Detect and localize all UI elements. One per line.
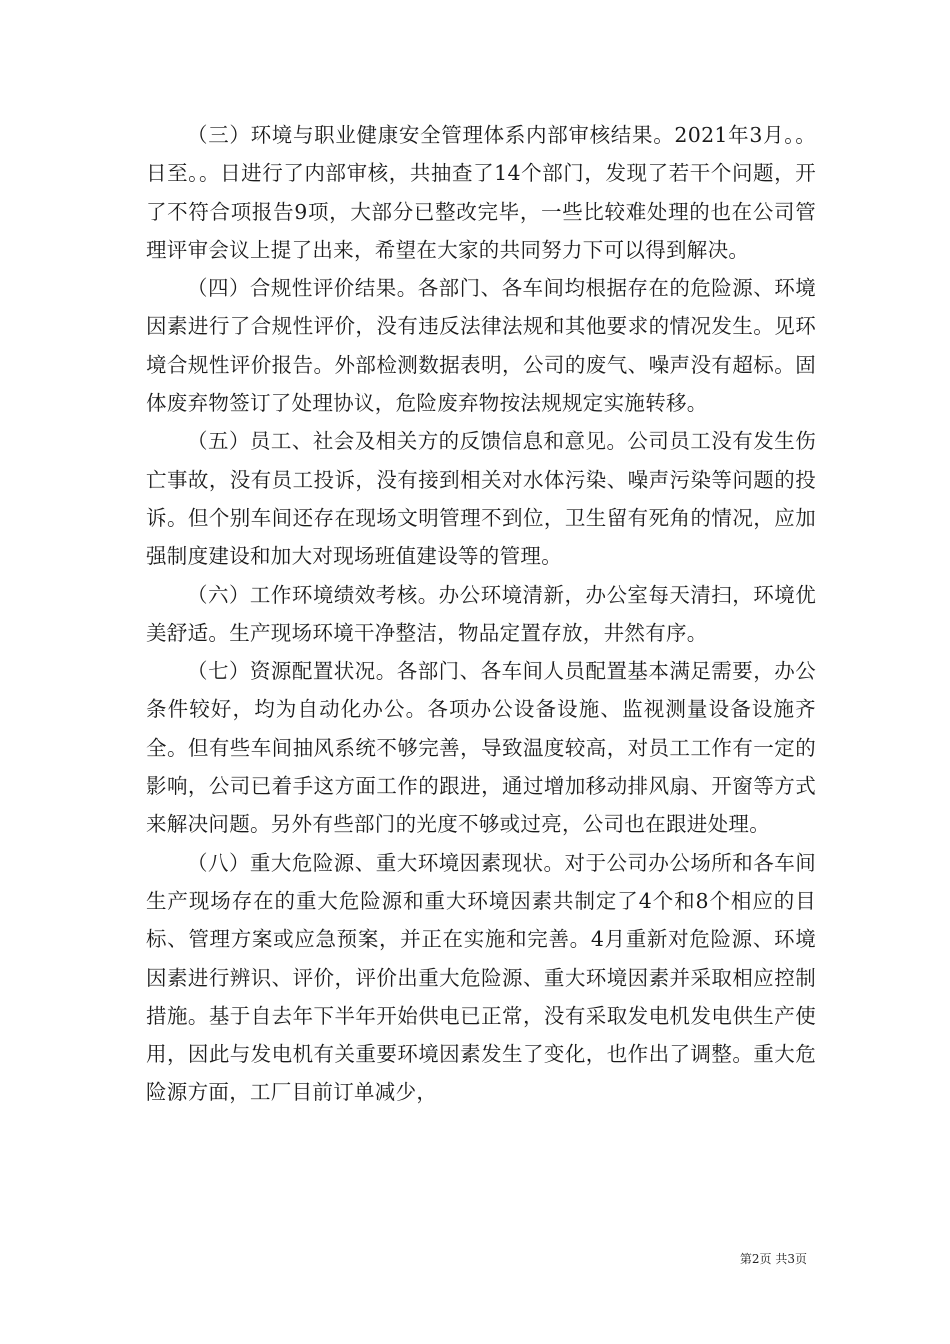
page-number-footer: 第2页 共3页 [739,1252,807,1266]
paragraph-major-hazards: （八）重大危险源、重大环境因素现状。对于公司办公场所和各车间生产现场存在的重大危险源和重大环境因素共制定了4个和8个相应的目标、管理方案或应急预案，并正在实施和完善。4月重新对危险源、环境因素进行辨识、评价，评价出重大危险源、重大环境因素并采取相应控制措施。基于自去年下半年开始供电已正常，没有采取发电机发电供生产使用，因此与发电机有关重要环境因素发生了变化，也作出了调整。重大危险源方面，工厂目前订单减少， [146,850,816,1105]
paragraph-feedback: （五）员工、社会及相关方的反馈信息和意见。公司员工没有发生伤亡事故，没有员工投诉，没有接到相关对水体污染、噪声污染等问题的投诉。但个别车间还存在现场文明管理不到位，卫生留有死角的情况，应加强制度建设和加大对现场班值建设等的管理。 [146,429,816,569]
paragraph-resource-allocation: （七）资源配置状况。各部门、各车间人员配置基本满足需要，办公条件较好，均为自动化办公。各项办公设备设施、监视测量设备设施齐全。但有些车间抽风系统不够完善，导致温度较高，对员工工作有一定的影响，公司已着手这方面工作的跟进，通过增加移动排风扇、开窗等方式来解决问题。另外有些部门的光度不够或过亮，公司也在跟进处理。 [146,659,816,837]
paragraph-compliance-evaluation: （四）合规性评价结果。各部门、各车间均根据存在的危险源、环境因素进行了合规性评价，没有违反法律法规和其他要求的情况发生。见环境合规性评价报告。外部检测数据表明，公司的废气、噪声没有超标。固体废弃物签订了处理协议，危险废弃物按法规规定实施转移。 [146,276,816,416]
paragraph-internal-audit: （三）环境与职业健康安全管理体系内部审核结果。2021年3月。。日至。。日进行了内部审核，共抽查了14个部门，发现了若干个问题，开了不符合项报告9项，大部分已整改完毕，一些比较难处理的也在公司管理评审会议上提了出来，希望在大家的共同努力下可以得到解决。 [146,123,816,262]
paragraph-work-environment: （六）工作环境绩效考核。办公环境清新，办公室每天清扫，环境优美舒适。生产现场环境干净整洁，物品定置存放，井然有序。 [146,582,816,645]
document-body [146,116,816,1112]
